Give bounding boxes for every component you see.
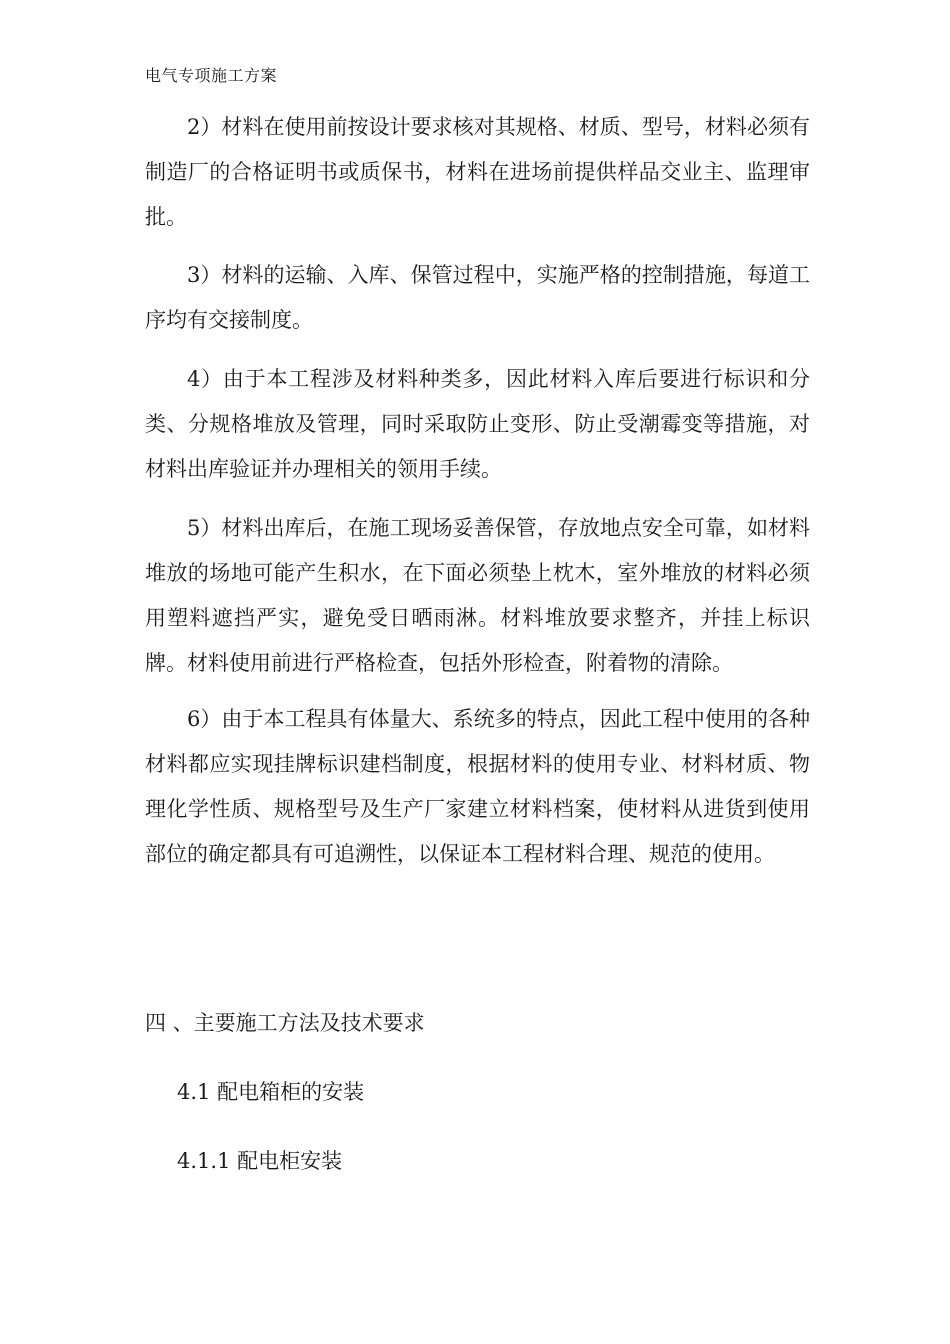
- paragraph-item-5: 5）材料出库后，在施工现场妥善保管，存放地点安全可靠，如材料堆放的场地可能产生积水，在下面必须垫上枕木，室外堆放的材料必须用塑料遮挡严实，避免受日晒雨淋。材料堆放要求整齐，并挂上标识牌。材料使用前进行严格检查，包括外形检查，附着物的清除。: [145, 516, 810, 675]
- paragraph-item-3: 3）材料的运输、入库、保管过程中，实施严格的控制措施，每道工序均有交接制度。: [145, 263, 810, 332]
- subsection-heading: 4.1 配电箱柜的安装: [177, 1080, 365, 1104]
- paragraph-item-2: 2）材料在使用前按设计要求核对其规格、材质、型号，材料必须有制造厂的合格证明书或质保书，材料在进场前提供样品交业主、监理审批。: [145, 115, 810, 229]
- paragraph-item-6: 6）由于本工程具有体量大、系统多的特点，因此工程中使用的各种材料都应实现挂牌标识建档制度，根据材料的使用专业、材料材质、物理化学性质、规格型号及生产厂家建立材料档案，使材料从进货到使用部位的确定都具有可追溯性，以保证本工程材料合理、规范的使用。: [145, 707, 810, 866]
- paragraph-item-4: 4）由于本工程涉及材料种类多，因此材料入库后要进行标识和分类、分规格堆放及管理，同时采取防止变形、防止受潮霉变等措施，对材料出库验证并办理相关的领用手续。: [145, 367, 810, 481]
- subsubsection-heading: 4.1.1 配电柜安装: [177, 1149, 343, 1173]
- section-heading: 四 、主要施工方法及技术要求: [145, 1011, 425, 1035]
- document-header-title: 电气专项施工方案: [145, 66, 278, 85]
